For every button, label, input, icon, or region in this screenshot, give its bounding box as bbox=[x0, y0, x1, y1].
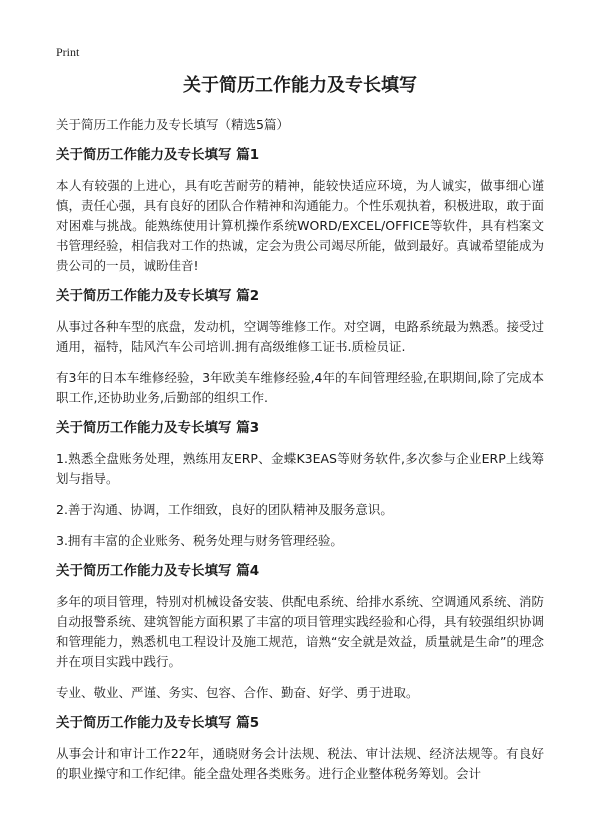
section-4 bbox=[56, 562, 544, 703]
section-heading: 关于简历工作能力及专长填写 篇3 bbox=[56, 420, 260, 436]
section-paragraph: 从事过各种车型的底盘，发动机，空调等维修工作。对空调，电路系统最为熟悉。接受过通用，福特，陆风汽车公司培训.拥有高级维修工证书.质检员证. bbox=[56, 319, 544, 354]
section-1 bbox=[56, 146, 544, 276]
section-3 bbox=[56, 419, 544, 551]
section-2 bbox=[56, 287, 544, 408]
section-paragraph: 2.善于沟通、协调，工作细致，良好的团队精神及服务意识。 bbox=[56, 502, 393, 517]
section-paragraph: 多年的项目管理，特别对机械设备安装、供配电系统、给排水系统、空调通风系统、消防自动报警系统、建筑智能方面积累了丰富的项目管理实践经验和心得，具有较强组织协调和管理能力，熟悉机电工程设计及施工规范，谙熟“安全就是效益，质量就是生命”的理念并在项目实践中践行。 bbox=[56, 594, 544, 669]
section-heading: 关于简历工作能力及专长填写 篇4 bbox=[56, 563, 260, 579]
section-paragraph: 本人有较强的上进心，具有吃苦耐劳的精神，能较快适应环境，为人诚实，做事细心谨慎，责任心强，具有良好的团队合作精神和沟通能力。个性乐观执着，积极进取，敢于面对困难与挑战。能熟练使用计算机操作系统WORD/EXCEL/OFFICE等软件，具有档案文书管理经验，相信我对工作的热诚，定会为贵公司竭尽所能，做到最好。真诚希望能成为贵公司的一员，诚盼佳音! bbox=[56, 178, 544, 273]
print-label[interactable]: Print bbox=[56, 45, 80, 59]
section-paragraph: 从事会计和审计工作22年，通晓财务会计法规、税法、审计法规、经济法规等。有良好的职业操守和工作纪律。能全盘处理各类账务。进行企业整体税务筹划。会计 bbox=[56, 746, 544, 781]
document-title: 关于简历工作能力及专长填写 bbox=[183, 75, 417, 96]
section-paragraph: 有3年的日本车维修经验，3年欧美车维修经验,4年的车间管理经验,在职期间,除了完成本职工作,还协助业务,后勤部的组织工作. bbox=[56, 370, 544, 405]
document-subtitle: 关于简历工作能力及专长填写（精选5篇） bbox=[56, 117, 289, 132]
section-paragraph: 专业、敬业、严谨、务实、包容、合作、勤奋、好学、勇于进取。 bbox=[56, 685, 419, 700]
section-heading: 关于简历工作能力及专长填写 篇5 bbox=[56, 715, 260, 731]
section-heading: 关于简历工作能力及专长填写 篇1 bbox=[56, 147, 260, 163]
section-paragraph: 3.拥有丰富的企业账务、税务处理与财务管理经验。 bbox=[56, 533, 343, 548]
section-paragraph: 1.熟悉全盘账务处理，熟练用友ERP、金蝶K3EAS等财务软件,多次参与企业ERP上线筹划与指导。 bbox=[56, 451, 544, 486]
section-5 bbox=[56, 714, 544, 784]
section-heading: 关于简历工作能力及专长填写 篇2 bbox=[56, 288, 260, 304]
